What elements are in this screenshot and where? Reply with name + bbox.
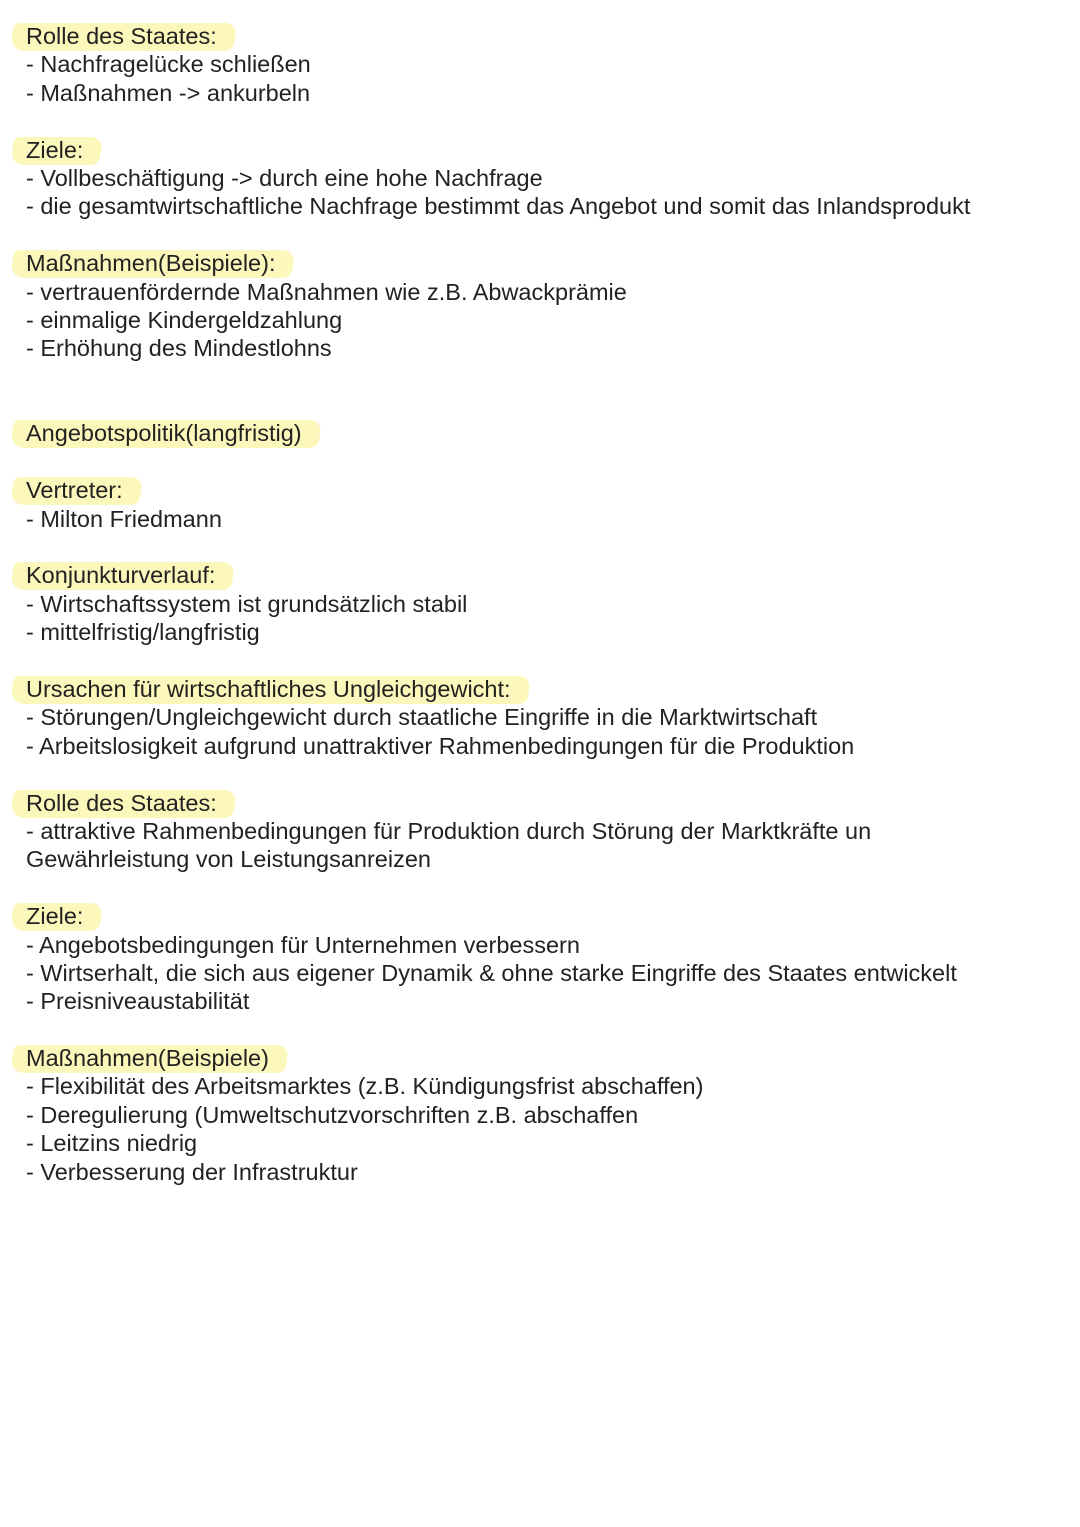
list-item: - Angebotsbedingungen für Unternehmen verbessern	[26, 931, 580, 958]
highlighted-heading: Konjunkturverlauf:	[26, 562, 216, 589]
list-item: - Milton Friedmann	[26, 505, 222, 532]
spacer	[26, 533, 1056, 561]
list-item: - vertrauenfördernde Maßnahmen wie z.B. Abwackprämie	[26, 278, 627, 305]
spacer	[26, 363, 1056, 420]
highlighted-heading: Ziele:	[26, 903, 84, 930]
notes-document	[26, 22, 1056, 1186]
list-item: - Leitzins niedrig	[26, 1130, 198, 1157]
spacer	[26, 760, 1056, 788]
spacer	[26, 107, 1056, 135]
list-item: - Arbeitslosigkeit aufgrund unattraktiver Rahmenbedingungen für die Produktion	[26, 732, 855, 759]
highlighted-heading: Rolle des Staates:	[26, 789, 217, 816]
highlighted-heading: Rolle des Staates:	[26, 23, 217, 49]
spacer	[26, 647, 1056, 675]
highlighted-heading: Vertreter:	[26, 477, 123, 504]
highlighted-heading: Ziele:	[26, 136, 84, 163]
list-item: - Wirtserhalt, die sich aus eigener Dynamik & ohne starke Eingriffe des Staates entwickelt	[26, 959, 957, 986]
list-item: - Preisniveaustabilität	[26, 988, 250, 1015]
list-item: - Erhöhung des Mindestlohns	[26, 335, 332, 362]
list-item: - Maßnahmen -> ankurbeln	[26, 79, 311, 106]
section-heading	[26, 249, 1056, 277]
highlighted-heading: Ursachen für wirtschaftliches Ungleichgewicht:	[26, 676, 511, 702]
spacer	[26, 874, 1056, 902]
section-heading	[26, 675, 1056, 703]
section-heading	[26, 136, 1056, 164]
list-item: - Vollbeschäftigung -> durch eine hohe Nachfrage	[26, 164, 543, 191]
section-heading	[26, 476, 1056, 504]
list-item: - mittelfristig/langfristig	[26, 619, 260, 646]
spacer	[26, 1016, 1056, 1044]
list-item: - Verbesserung der Infrastruktur	[26, 1158, 358, 1185]
highlighted-heading: Maßnahmen(Beispiele)	[26, 1045, 269, 1072]
section-heading	[26, 561, 1056, 589]
list-item: - Nachfragelücke schließen	[26, 51, 311, 78]
spacer	[26, 221, 1056, 249]
list-item: - Störungen/Ungleichgewicht durch staatliche Eingriffe in die Marktwirtschaft	[26, 704, 818, 731]
section-heading	[26, 22, 1056, 50]
list-item: - Flexibilität des Arbeitsmarktes (z.B. Kündigungsfrist abschaffen)	[26, 1073, 704, 1100]
list-item: - Deregulierung (Umweltschutzvorschriften z.B. abschaffen	[26, 1101, 639, 1128]
list-item: Gewährleistung von Leistungsanreizen	[26, 846, 431, 873]
section-heading	[26, 789, 1056, 817]
highlighted-heading: Maßnahmen(Beispiele):	[26, 250, 276, 277]
list-item: - Wirtschaftssystem ist grundsätzlich stabil	[26, 590, 468, 617]
highlighted-title: Angebotspolitik(langfristig)	[26, 420, 302, 447]
list-item: - einmalige Kindergeldzahlung	[26, 306, 343, 333]
section-title	[26, 419, 1056, 447]
section-heading	[26, 902, 1056, 930]
list-item: - die gesamtwirtschaftliche Nachfrage bestimmt das Angebot und somit das Inlandsprodukt	[26, 193, 971, 220]
list-item: - attraktive Rahmenbedingungen für Produktion durch Störung der Marktkräfte un	[26, 817, 872, 844]
spacer	[26, 448, 1056, 476]
section-heading	[26, 1044, 1056, 1072]
